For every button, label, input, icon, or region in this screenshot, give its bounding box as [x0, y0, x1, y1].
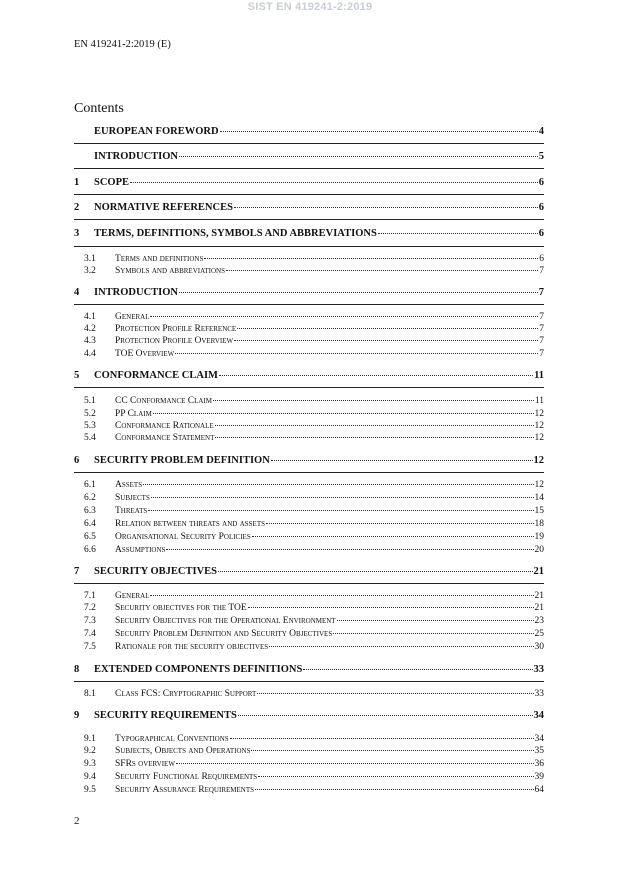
toc-entry-page: 30 [534, 642, 544, 652]
toc-entry-number: 6.5 [84, 532, 96, 542]
toc-entry-number: 6.2 [84, 493, 96, 503]
toc-entry-number: 4.4 [84, 349, 96, 359]
toc-entry-number: 6 [74, 455, 80, 466]
toc-entry[interactable] [74, 177, 544, 191]
toc-entry-title: Security objectives for the TOE [115, 603, 247, 613]
toc-entry-number: 7.5 [84, 642, 96, 652]
toc-entry[interactable] [84, 349, 544, 361]
dot-leader [271, 460, 533, 461]
toc-entry[interactable] [84, 266, 544, 278]
divider [74, 246, 544, 247]
toc-entry[interactable] [74, 455, 544, 469]
dot-leader [333, 633, 533, 634]
divider [74, 194, 544, 195]
dot-leader [179, 292, 538, 293]
toc-entry-page: 19 [534, 532, 544, 542]
dot-leader [238, 715, 533, 716]
toc-entry-title: Threats [115, 506, 148, 516]
toc-entry-title: Security Objectives for the Operational Environment [115, 616, 336, 626]
toc-entry-number: 5 [74, 370, 80, 381]
dot-leader [213, 400, 534, 401]
divider [74, 143, 544, 144]
page-number: 2 [74, 815, 80, 827]
toc-entry-number: 6.6 [84, 545, 96, 555]
dot-leader [226, 270, 538, 271]
toc-entry-number: 5.2 [84, 409, 96, 419]
toc-entry-title: Security Problem Definition and Security Objectives [115, 629, 333, 639]
toc-entry-number: 5.1 [84, 396, 96, 406]
toc-entry-page: 5 [538, 151, 544, 162]
toc-entry-number: 7.4 [84, 629, 96, 639]
dot-leader [150, 595, 533, 596]
toc-entry-page: 35 [534, 746, 544, 756]
dot-leader [219, 375, 533, 376]
toc-entry-number: 9.2 [84, 746, 96, 756]
dot-leader [378, 233, 538, 234]
toc-entry-page: 7 [539, 349, 544, 359]
dot-leader [251, 750, 533, 751]
toc-entry[interactable] [84, 254, 544, 266]
divider [74, 681, 544, 682]
toc-entry-number: 7.2 [84, 603, 96, 613]
toc-entry-title: SECURITY PROBLEM DEFINITION [94, 455, 270, 466]
dot-leader [248, 607, 534, 608]
toc-entry-title: Security Assurance Requirements [115, 785, 254, 795]
toc-entry-page: 12 [534, 421, 544, 431]
toc-entry-number: 9.3 [84, 759, 96, 769]
toc-entry-title: Conformance Statement [115, 433, 215, 443]
toc-entry-title: Relation between threats and assets [115, 519, 265, 529]
dot-leader [148, 510, 533, 511]
toc-entry-number: 9.1 [84, 734, 96, 744]
page-title: Contents [74, 101, 124, 116]
toc-entry[interactable] [74, 202, 544, 216]
toc-entry-title: EUROPEAN FOREWORD [94, 126, 219, 137]
toc-entry-number: 4 [74, 287, 80, 298]
toc-entry-number: 7.3 [84, 616, 96, 626]
toc-entry-number: 9.4 [84, 772, 96, 782]
dot-leader [215, 437, 533, 438]
toc-entry-title: Security Functional Requirements [115, 772, 258, 782]
toc-entry[interactable] [74, 566, 544, 580]
toc-entry-number: 4.2 [84, 324, 96, 334]
dot-leader [218, 571, 532, 572]
toc-entry-page: 12 [534, 433, 544, 443]
dot-leader [230, 738, 534, 739]
toc-entry[interactable] [74, 151, 544, 165]
toc-entry[interactable] [84, 603, 544, 615]
toc-entry-title: Subjects [115, 493, 150, 503]
toc-entry-title: SECURITY OBJECTIVES [94, 566, 218, 577]
toc-entry-page: 7 [539, 312, 544, 322]
toc-entry-title: Protection Profile Reference [115, 324, 237, 334]
divider [74, 168, 544, 169]
toc-entry-number: 7 [74, 566, 80, 577]
dot-leader [179, 156, 538, 157]
toc-entry-page: 15 [534, 506, 544, 516]
divider [74, 387, 544, 388]
divider [74, 472, 544, 473]
toc-entry-title: NORMATIVE REFERENCES [94, 202, 233, 213]
dot-leader [176, 763, 534, 764]
dot-leader [234, 340, 538, 341]
toc-entry[interactable] [84, 336, 544, 348]
toc-entry-title: Protection Profile Overview [115, 336, 234, 346]
toc-entry-page: 20 [534, 545, 544, 555]
toc-entry[interactable] [74, 710, 544, 724]
toc-entry-page: 21 [534, 591, 544, 601]
toc-entry-page: 6 [538, 228, 544, 239]
toc-entry[interactable] [84, 629, 544, 641]
toc-entry[interactable] [84, 421, 544, 433]
toc-entry-number: 8.1 [84, 689, 96, 699]
toc-entry-page: 6 [539, 254, 544, 264]
toc-entry-title: SFRs overview [115, 759, 175, 769]
toc-entry-page: 21 [533, 566, 544, 577]
dot-leader [234, 207, 538, 208]
toc-entry-number: 3.2 [84, 266, 96, 276]
toc-entry[interactable] [74, 126, 544, 140]
toc-entry-page: 11 [534, 396, 544, 406]
toc-entry[interactable] [84, 519, 544, 531]
toc-entry[interactable] [84, 532, 544, 544]
toc-entry[interactable] [84, 506, 544, 518]
dot-leader [255, 789, 534, 790]
toc-entry-page: 39 [534, 772, 544, 782]
toc-entry-page: 11 [534, 370, 544, 381]
toc-entry[interactable] [84, 324, 544, 336]
toc-entry-number: 7.1 [84, 591, 96, 601]
toc-entry-page: 64 [534, 785, 544, 795]
toc-entry-number: 9.5 [84, 785, 96, 795]
dot-leader [153, 413, 534, 414]
toc-entry-number: 4.3 [84, 336, 96, 346]
toc-entry[interactable] [74, 228, 544, 242]
toc-entry[interactable] [84, 734, 544, 746]
toc-entry[interactable] [84, 409, 544, 421]
dot-leader [204, 258, 538, 259]
dot-leader [130, 182, 538, 183]
dot-leader [215, 425, 534, 426]
toc-entry-title: Class FCS: Cryptographic Support [115, 689, 257, 699]
toc-entry-page: 36 [534, 759, 544, 769]
dot-leader [150, 316, 538, 317]
toc-entry-page: 6 [538, 177, 544, 188]
toc-entry-title: SECURITY REQUIREMENTS [94, 710, 237, 721]
toc-entry-page: 4 [538, 126, 544, 137]
toc-entry[interactable] [74, 287, 544, 301]
toc-entry-title: Assets [115, 480, 143, 490]
toc-entry-page: 12 [533, 455, 544, 466]
toc-entry[interactable] [84, 746, 544, 758]
toc-entry-number: 2 [74, 202, 80, 213]
toc-entry[interactable] [84, 759, 544, 771]
toc-entry[interactable] [84, 493, 544, 505]
toc-entry-page: 21 [534, 603, 544, 613]
toc-entry-number: 6.4 [84, 519, 96, 529]
toc-entry-page: 34 [534, 734, 544, 744]
toc-entry-number: 4.1 [84, 312, 96, 322]
toc-entry-number: 3.1 [84, 254, 96, 264]
toc-entry-title: PP Claim [115, 409, 152, 419]
toc-entry[interactable] [84, 312, 544, 324]
toc-entry-title: INTRODUCTION [94, 151, 179, 162]
toc-entry[interactable] [84, 772, 544, 784]
toc-entry[interactable] [84, 433, 544, 445]
toc-entry-page: 7 [539, 266, 544, 276]
toc-entry-title: INTRODUCTION [94, 287, 179, 298]
dot-leader [303, 669, 532, 670]
toc-entry-page: 18 [534, 519, 544, 529]
toc-entry-number: 5.4 [84, 433, 96, 443]
dot-leader [258, 776, 533, 777]
toc-entry[interactable] [84, 480, 544, 492]
dot-leader [166, 549, 533, 550]
toc-entry-page: 33 [534, 689, 544, 699]
toc-entry-number: 5.3 [84, 421, 96, 431]
toc-entry-page: 25 [534, 629, 544, 639]
dot-leader [252, 536, 534, 537]
divider [74, 219, 544, 220]
toc-entry[interactable] [84, 689, 544, 701]
toc-entry-title: Symbols and abbreviations [115, 266, 225, 276]
toc-entry[interactable] [74, 370, 544, 384]
toc-entry-title: SCOPE [94, 177, 130, 188]
dot-leader [266, 523, 534, 524]
dot-leader [220, 131, 538, 132]
dot-leader [143, 484, 533, 485]
toc-entry-number: 3 [74, 228, 80, 239]
toc-entry-page: 12 [534, 409, 544, 419]
dot-leader [151, 497, 534, 498]
toc-entry[interactable] [74, 664, 544, 678]
toc-entry-page: 14 [534, 493, 544, 503]
toc-entry-title: CONFORMANCE CLAIM [94, 370, 218, 381]
dot-leader [175, 353, 538, 354]
toc-entry-title: EXTENDED COMPONENTS DEFINITIONS [94, 664, 303, 675]
toc-entry-page: 7 [538, 287, 544, 298]
toc-entry-number: 6.1 [84, 480, 96, 490]
toc-entry[interactable] [84, 642, 544, 654]
toc-entry-page: 33 [533, 664, 544, 675]
toc-entry-number: 1 [74, 177, 80, 188]
toc-entry-title: CC Conformance Claim [115, 396, 212, 406]
dot-leader [257, 693, 533, 694]
toc-entry-number: 6.3 [84, 506, 96, 516]
toc-entry[interactable] [84, 396, 544, 408]
dot-leader [237, 328, 538, 329]
divider [74, 304, 544, 305]
toc-entry-page: 7 [539, 324, 544, 334]
divider [74, 583, 544, 584]
toc-entry-page: 12 [534, 480, 544, 490]
toc-entry-title: TOE Overview [115, 349, 175, 359]
toc-entry-title: Organisational Security Policies [115, 532, 251, 542]
toc-entry-page: 6 [538, 202, 544, 213]
toc-entry[interactable] [84, 545, 544, 557]
toc-entry-title: Rationale for the security objectives [115, 642, 269, 652]
toc-entry-title: Subjects, Objects and Operations [115, 746, 251, 756]
dot-leader [269, 646, 533, 647]
toc-entry-page: 23 [534, 616, 544, 626]
toc-entry-number: 8 [74, 664, 80, 675]
toc-entry-title: Terms and definitions [115, 254, 204, 264]
toc-entry-title: TERMS, DEFINITIONS, SYMBOLS AND ABBREVIATIONS [94, 228, 377, 239]
toc-entry[interactable] [84, 591, 544, 603]
watermark: SIST EN 419241-2:2019 [247, 1, 373, 13]
toc-entry-page: 7 [539, 336, 544, 346]
toc-entry[interactable] [84, 785, 544, 797]
toc-entry[interactable] [84, 616, 544, 628]
toc-entry-title: Typographical Conventions [115, 734, 229, 744]
toc-entry-title: Conformance Rationale [115, 421, 214, 431]
toc-entry-title: General [115, 312, 150, 322]
toc-entry-title: Assumptions [115, 545, 166, 555]
document-id: EN 419241-2:2019 (E) [74, 39, 171, 50]
dot-leader [337, 620, 534, 621]
toc-entry-number: 9 [74, 710, 80, 721]
toc-entry-title: General [115, 591, 150, 601]
toc-entry-page: 34 [533, 710, 544, 721]
